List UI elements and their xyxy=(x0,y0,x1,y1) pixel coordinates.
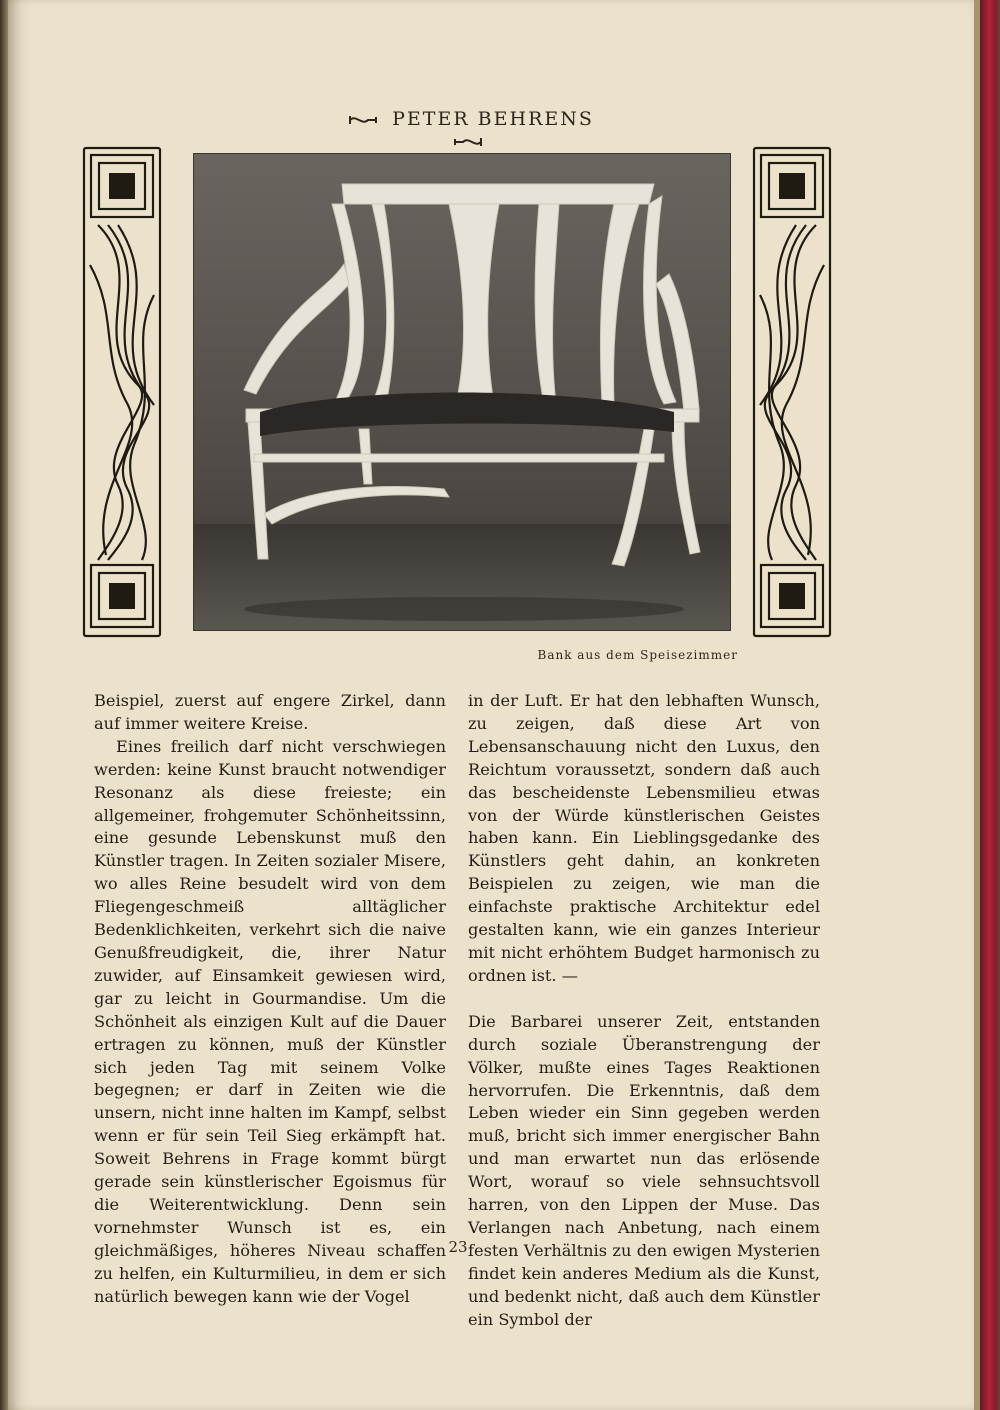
header-left-ornament-icon xyxy=(348,113,378,127)
page-number: 23 xyxy=(448,1238,468,1256)
header-title: PETER BEHRENS xyxy=(392,108,594,130)
paragraph: Beispiel, zuerst auf engere Zirkel, dann auf immer weitere Kreise. xyxy=(94,691,446,733)
left-text-column xyxy=(94,690,446,1308)
right-text-column xyxy=(468,690,820,1331)
paragraph: Eines freilich darf nicht verschwiegen werden: keine Kunst braucht notwendiger Resonanz als diese freieste; ein allgemeiner, frohgemuter Schönheitssinn, eine gesunde Lebenskunst muß den Künstler tragen. In Zeiten sozialer Misere, wo alles Reine besudelt wird von dem Fliegengeschmeiß alltäglicher Bedenklichkeiten, verkehrt sich die naive Genußfreudigkeit, die, ihrer Natur zuwider, auf Einsamkeit gewiesen wird, gar zu leicht in Gourmandise. Um die Schönheit als einzigen Kult auf die Dauer ertragen zu können, muß der Künstler sich jeden Tag mit seinem Volke begegnen; er darf in Zeiten wie die unsern, nicht inne halten im Kampf, selbst wenn er für sein Teil Sieg erkämpft hat. Soweit Behrens in Frage kommt bürgt gerade sein künstlerischer Egoismus für die Weiterentwicklung. Denn sein vornehmster Wunsch ist es, ein gleichmäßiges, höheres Niveau schaffen zu helfen, ein Kulturmilieu, in dem er sich natürlich bewegen kann wie der Vogel xyxy=(94,736,446,1306)
figure-caption: Bank aus dem Speisezimmer xyxy=(537,648,738,662)
paragraph: in der Luft. Er hat den lebhaften Wunsch, zu zeigen, daß diese Art von Lebensanschauung nicht den Luxus, den Reichtum voraussetzt, sondern daß auch das bescheidenste Lebensmilieu etwas von der Würde künstlerischen Geistes haben kann. Ein Lieblingsgedanke des Künstlers geht dahin, an konkreten Beispielen zu zeigen, wie man die einfachste praktische Architektur edel gestalten kann, wie ein ganzes Interieur mit nicht erhöhtem Budget harmonisch zu ordnen ist. — xyxy=(468,691,820,985)
illustration-figure xyxy=(78,145,838,640)
paragraph: Die Barbarei unserer Zeit, entstanden durch soziale Überanstrengung der Völker, mußte eines Tages Reaktionen hervorrufen. Die Erkenntnis, daß dem Leben wieder ein Sinn gegeben werden muß, bricht sich immer energischer Bahn und man erwartet nun das erlösende Wort, worauf so viele sehnsuchtsvoll harren, von den Lippen der Muse. Das Verlangen nach Anbetung, nach einem festen Verhältnis zu den ewigen Mysterien findet kein anderes Medium als die Kunst, und bedenkt nicht, daß auch dem Künstler ein Symbol der xyxy=(468,1011,820,1329)
art-nouveau-ornament-right xyxy=(748,145,836,639)
bench-photograph xyxy=(193,153,731,631)
art-nouveau-ornament-left xyxy=(78,145,166,639)
book-cover-edge xyxy=(980,0,1000,1410)
book-page xyxy=(8,0,980,1410)
